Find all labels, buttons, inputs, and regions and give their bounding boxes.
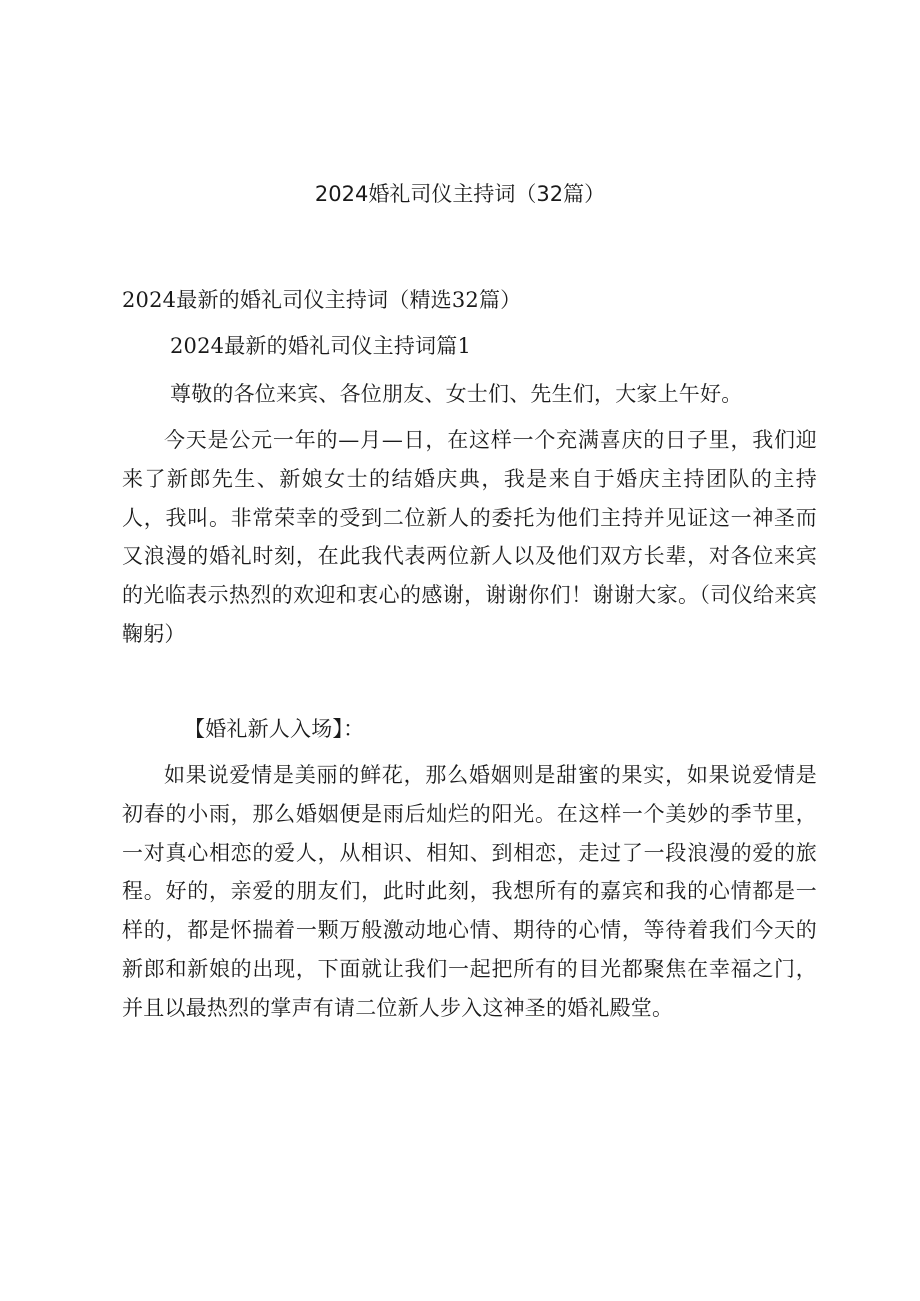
entrance-paragraph (122, 756, 817, 1028)
segment-heading: 【婚礼新人入场】： (184, 717, 365, 741)
paragraph-text: 如果说爱情是美丽的鲜花，那么婚姻则是甜蜜的果实，如果说爱情是初春的小雨，那么婚姻便是雨后灿烂的阳光。在这样一个美妙的季节里，一对真心相恋的爱人，从相识、相知、到相恋，走过了一段浪漫的爱的旅程。好的，亲爱的朋友们，此时此刻，我想所有的嘉宾和我的心情都是一样的，都是怀揣着一颗万般激动地心情、期待的心情，等待着我们今天的新郎和新娘的出现，下面就让我们一起把所有的目光都聚焦在幸福之门，并且以最热烈的掌声有请二位新人步入这神圣的婚礼殿堂。 (122, 763, 817, 1020)
document-title: 2024婚礼司仪主持词（32篇） (314, 182, 606, 206)
greeting-line: 尊敬的各位来宾、各位朋友、女士们、先生们，大家上午好。 (170, 382, 743, 406)
document-subtitle: 2024最新的婚礼司仪主持词（精选32篇） (122, 288, 522, 312)
opening-paragraph (122, 421, 817, 654)
paragraph-text: 今天是公元一年的—月—日，在这样一个充满喜庆的日子里，我们迎来了新郎先生、新娘女士的结婚庆典，我是来自于婚庆主持团队的主持人，我叫。非常荣幸的受到二位新人的委托为他们主持并见证这一神圣而又浪漫的婚礼时刻，在此我代表两位新人以及他们双方长辈，对各位来宾的光临表示热烈的欢迎和衷心的感谢，谢谢你们！谢谢大家。（司仪给来宾鞠躬） (122, 428, 817, 646)
section-heading: 2024最新的婚礼司仪主持词篇1 (170, 334, 472, 358)
